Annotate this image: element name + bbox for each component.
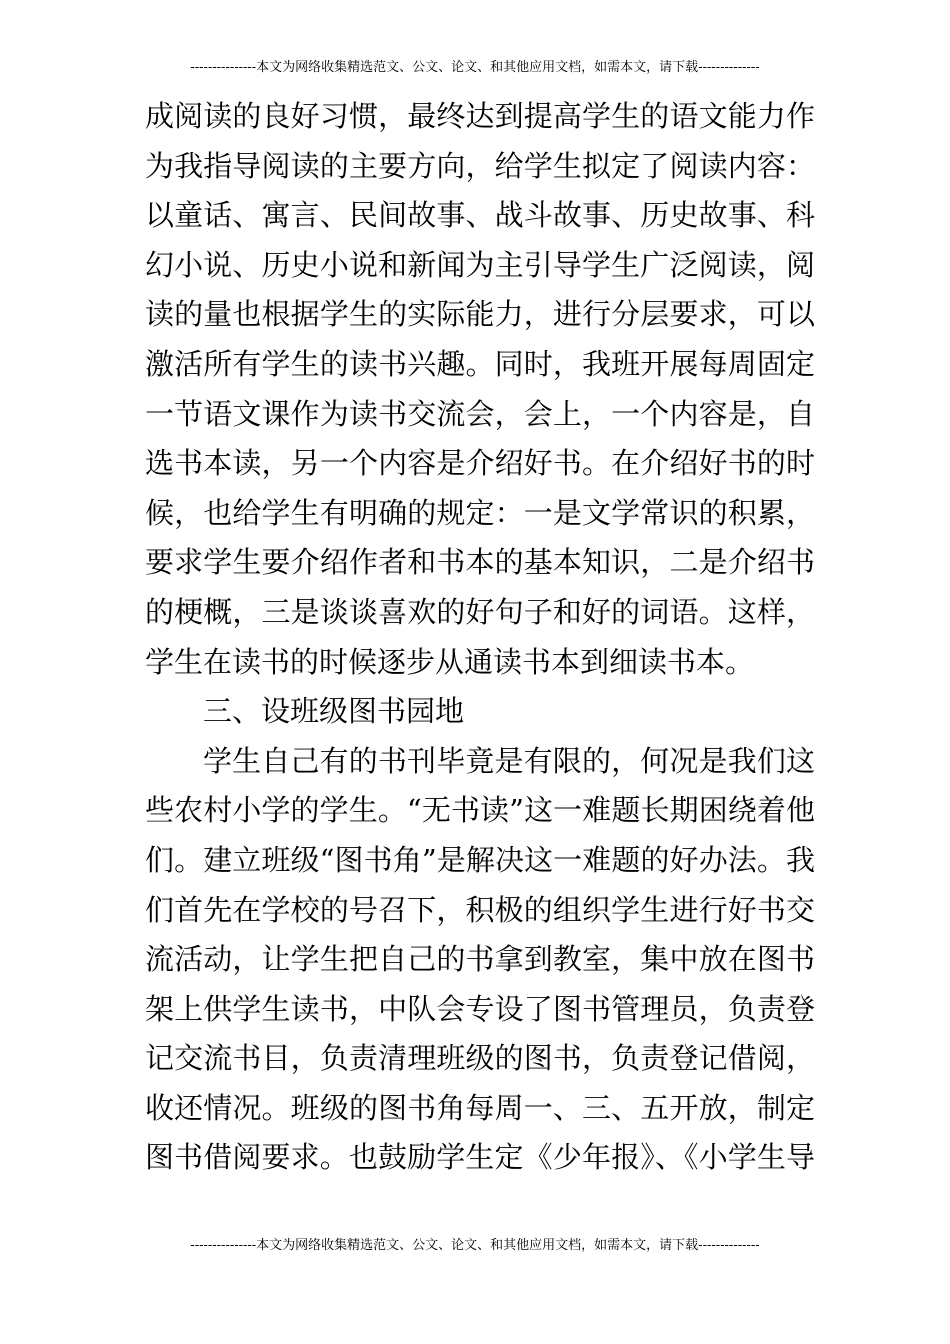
text-line: 成阅读的良好习惯，最终达到提高学生的语文能力作 — [145, 99, 815, 133]
text-line: 为我指导阅读的主要方向，给学生拟定了阅读内容： — [145, 148, 815, 183]
section-heading: 三、设班级图书园地 — [203, 694, 465, 729]
text-line: 记交流书目，负责清理班级的图书，负责登记借阅， — [145, 1041, 815, 1076]
page-header: ---------------本文为网络收集精选范文、公文、论文、和其他应用文档，如需本文，请下载-------------- — [190, 60, 760, 75]
text-line: 要求学生要介绍作者和书本的基本知识，二是介绍书 — [145, 545, 815, 580]
page-footer: ---------------本文为网络收集精选范文、公文、论文、和其他应用文档，如需本文，请下载-------------- — [190, 1238, 760, 1253]
text-line: 以童话、寓言、民间故事、战斗故事、历史故事、科 — [145, 198, 815, 233]
text-line: 学生在读书的时候逐步从通读书本到细读书本。 — [145, 644, 755, 679]
text-line: 收还情况。班级的图书角每周一、三、五开放，制定 — [145, 1090, 815, 1125]
text-line: 们。建立班级“图书角”是解决这一难题的好办法。我 — [145, 842, 815, 877]
text-line: 们首先在学校的号召下，积极的组织学生进行好书交 — [145, 892, 815, 927]
text-line: 候，也给学生有明确的规定：一是文学常识的积累， — [145, 495, 815, 530]
text-line: 图书借阅要求。也鼓励学生定《少年报》、《小学生导 — [145, 1140, 815, 1175]
text-line: 的梗概，三是谈谈喜欢的好句子和好的词语。这样， — [145, 594, 815, 629]
document-body — [145, 92, 815, 1183]
text-line: 选书本读，另一个内容是介绍好书。在介绍好书的时 — [145, 446, 815, 481]
text-line: 激活所有学生的读书兴趣。同时，我班开展每周固定 — [145, 346, 815, 381]
text-line: 流活动，让学生把自己的书拿到教室，集中放在图书 — [145, 942, 815, 977]
text-line: 幻小说、历史小说和新闻为主引导学生广泛阅读，阅 — [145, 247, 815, 282]
text-line: 读的量也根据学生的实际能力，进行分层要求，可以 — [145, 297, 815, 332]
text-line: 些农村小学的学生。“无书读”这一难题长期困绕着他 — [145, 793, 815, 828]
text-line: 一节语文课作为读书交流会，会上，一个内容是，自 — [145, 396, 815, 431]
text-line: 学生自己有的书刊毕竟是有限的，何况是我们这 — [203, 743, 815, 778]
text-line: 架上供学生读书，中队会专设了图书管理员，负责登 — [145, 991, 815, 1026]
